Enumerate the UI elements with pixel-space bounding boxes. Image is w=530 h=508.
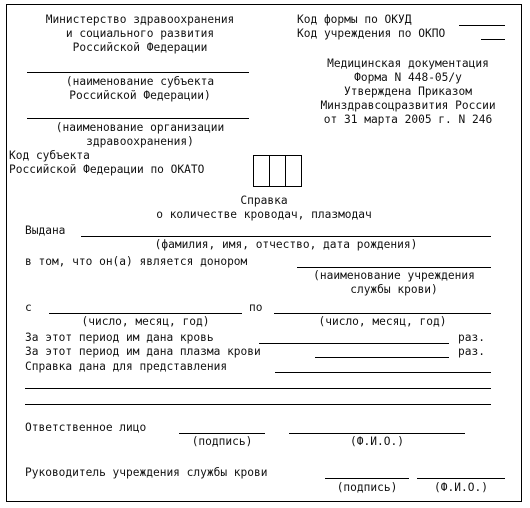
okato-code-cell-3[interactable]	[285, 155, 302, 187]
presentation-field-line3[interactable]	[25, 404, 491, 405]
plasma-donations-suffix: раз.	[458, 345, 485, 358]
head-name-field[interactable]	[417, 478, 505, 479]
period-from-date-field[interactable]	[49, 313, 242, 314]
plasma-donations-text: За этот период им дана плазма крови	[25, 345, 261, 358]
okato-code-cell-1[interactable]	[253, 155, 270, 187]
okato-label-line2: Российской Федерации по ОКАТО	[9, 163, 205, 176]
document-title: Справка	[240, 194, 288, 207]
blood-donation-certificate-form	[6, 4, 522, 502]
organization-name-field[interactable]	[27, 118, 249, 119]
presentation-field-line1[interactable]	[275, 372, 491, 373]
organization-caption-line2: здравоохранения)	[86, 135, 194, 148]
okato-label-line1: Код субъекта	[9, 149, 90, 162]
to-date-caption: (число, месяц, год)	[318, 315, 447, 328]
doc-line1: Медицинская документация	[327, 57, 489, 70]
period-to-date-field[interactable]	[274, 313, 491, 314]
subject-caption-line2: Российской Федерации)	[69, 89, 211, 102]
blood-donations-count-field[interactable]	[259, 343, 449, 344]
okpo-label: Код учреждения по ОКПО	[297, 27, 446, 40]
head-signature-field[interactable]	[325, 478, 409, 479]
presentation-text: Справка дана для представления	[25, 360, 228, 373]
donor-statement: в том, что он(а) является донором	[25, 255, 248, 268]
period-to-label: по	[249, 301, 263, 314]
responsible-name-field[interactable]	[289, 433, 465, 434]
subject-caption-line1: (наименование субъекта	[65, 75, 215, 88]
doc-line4: Минздравсоцразвития России	[320, 99, 496, 112]
ministry-name-line1: Министерство здравоохранения	[45, 13, 235, 26]
from-date-caption: (число, месяц, год)	[81, 315, 210, 328]
okpo-code-field[interactable]	[481, 39, 505, 40]
doc-order-date: от 31 марта 2005 г. N 246	[323, 113, 493, 126]
okato-code-cell-2[interactable]	[269, 155, 286, 187]
responsible-signature-field[interactable]	[179, 433, 265, 434]
blood-donations-suffix: раз.	[458, 331, 485, 344]
responsible-name-caption: (Ф.И.О.)	[350, 435, 404, 448]
blood-donations-text: За этот период им дана кровь	[25, 331, 214, 344]
doc-line3: Утверждена Приказом	[344, 85, 472, 98]
organization-caption-line1: (наименование организации	[55, 121, 225, 134]
full-name-field[interactable]	[81, 236, 491, 237]
head-signature-caption: (подпись)	[336, 481, 398, 494]
okud-code-field[interactable]	[459, 25, 505, 26]
doc-form-number: Форма N 448-05/у	[354, 71, 462, 84]
plasma-donations-count-field[interactable]	[315, 357, 449, 358]
head-of-service-label: Руководитель учреждения службы крови	[25, 466, 268, 479]
document-subtitle: о количестве кроводач, плазмодач	[156, 208, 372, 221]
full-name-caption: (фамилия, имя, отчество, дата рождения)	[154, 238, 418, 251]
ministry-name-line3: Российской Федерации	[72, 41, 208, 54]
head-name-caption: (Ф.И.О.)	[434, 481, 488, 494]
ministry-name-line2: и социального развития	[65, 27, 215, 40]
presentation-field-line2[interactable]	[25, 388, 491, 389]
service-caption-line2: службы крови)	[350, 283, 438, 296]
blood-service-field[interactable]	[297, 267, 491, 268]
issued-label: Выдана	[25, 224, 66, 237]
responsible-signature-caption: (подпись)	[191, 435, 253, 448]
service-caption-line1: (наименование учреждения	[313, 269, 475, 282]
subject-name-field[interactable]	[27, 72, 249, 73]
responsible-person-label: Ответственное лицо	[25, 421, 147, 434]
okud-label: Код формы по ОКУД	[297, 13, 412, 26]
period-from-label: с	[25, 301, 32, 314]
